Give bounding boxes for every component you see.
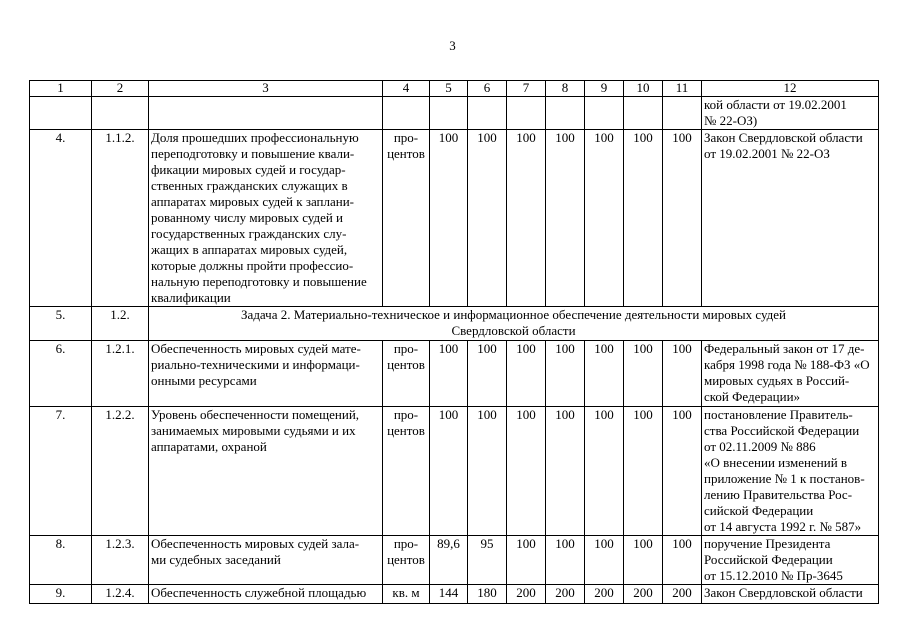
- header-cell-8: 8: [546, 81, 585, 97]
- source-document: кой области от 19.02.2001 № 22-ОЗ): [702, 97, 879, 130]
- row-code: 1.2.: [92, 307, 149, 341]
- header-cell-5: 5: [430, 81, 468, 97]
- value-cell: 100: [468, 130, 507, 307]
- value-cell: 200: [507, 585, 546, 604]
- value-cell: [546, 97, 585, 130]
- value-cell: 100: [624, 341, 663, 407]
- value-cell: 100: [663, 130, 702, 307]
- value-cell: 100: [585, 536, 624, 585]
- unit-cell: про- центов: [383, 341, 430, 407]
- value-cell: 200: [663, 585, 702, 604]
- value-cell: [430, 97, 468, 130]
- value-cell: 95: [468, 536, 507, 585]
- value-cell: 144: [430, 585, 468, 604]
- value-cell: 200: [546, 585, 585, 604]
- table-row: [30, 341, 879, 407]
- value-cell: 100: [546, 536, 585, 585]
- row-code: 1.1.2.: [92, 130, 149, 307]
- value-cell: 100: [663, 407, 702, 536]
- row-number: [30, 97, 92, 130]
- row-number: 9.: [30, 585, 92, 604]
- unit-cell: про- центов: [383, 407, 430, 536]
- row-code: [92, 97, 149, 130]
- value-cell: 100: [546, 407, 585, 536]
- table-row: [30, 130, 879, 307]
- value-cell: 200: [624, 585, 663, 604]
- header-cell-10: 10: [624, 81, 663, 97]
- indicator-name: Уровень обеспеченности помещений, занимаемых мировыми судьями и их аппаратами, охраной: [149, 407, 383, 536]
- header-cell-11: 11: [663, 81, 702, 97]
- value-cell: 100: [507, 130, 546, 307]
- value-cell: 100: [585, 130, 624, 307]
- value-cell: 100: [430, 130, 468, 307]
- header-cell-9: 9: [585, 81, 624, 97]
- value-cell: [585, 97, 624, 130]
- value-cell: 100: [468, 407, 507, 536]
- row-code: 1.2.3.: [92, 536, 149, 585]
- value-cell: [624, 97, 663, 130]
- table-row: [30, 407, 879, 536]
- value-cell: 100: [624, 130, 663, 307]
- header-cell-1: 1: [30, 81, 92, 97]
- value-cell: [468, 97, 507, 130]
- unit-cell: про- центов: [383, 130, 430, 307]
- value-cell: 100: [507, 407, 546, 536]
- table-header-row: [30, 81, 879, 97]
- source-document: Закон Свердловской области: [702, 585, 879, 604]
- value-cell: 100: [585, 407, 624, 536]
- value-cell: 100: [546, 130, 585, 307]
- row-number: 5.: [30, 307, 92, 341]
- page-number: 3: [449, 38, 456, 53]
- value-cell: 100: [663, 536, 702, 585]
- value-cell: 100: [624, 536, 663, 585]
- value-cell: 100: [507, 536, 546, 585]
- source-document: постановление Правитель- ства Российской Федерации от 02.11.2009 № 886 «О внесении изменений в приложение № 1 к постанов- лению Правительства Рос- сийской Федерации от 14 августа 1992 г. № 587»: [702, 407, 879, 536]
- row-code: 1.2.1.: [92, 341, 149, 407]
- header-cell-7: 7: [507, 81, 546, 97]
- value-cell: [663, 97, 702, 130]
- indicator-name: Обеспеченность служебной площадью: [149, 585, 383, 604]
- unit-cell: [383, 97, 430, 130]
- task-row: [30, 307, 879, 341]
- value-cell: [507, 97, 546, 130]
- value-cell: 100: [546, 341, 585, 407]
- value-cell: 200: [585, 585, 624, 604]
- header-cell-2: 2: [92, 81, 149, 97]
- source-document: Закон Свердловской области от 19.02.2001 № 22-ОЗ: [702, 130, 879, 307]
- unit-cell: кв. м: [383, 585, 430, 604]
- value-cell: 100: [507, 341, 546, 407]
- table-row: [30, 585, 879, 604]
- value-cell: 100: [430, 407, 468, 536]
- row-number: 8.: [30, 536, 92, 585]
- indicator-name: Обеспеченность мировых судей зала- ми судебных заседаний: [149, 536, 383, 585]
- row-code: 1.2.4.: [92, 585, 149, 604]
- header-cell-4: 4: [383, 81, 430, 97]
- row-number: 7.: [30, 407, 92, 536]
- unit-cell: про- центов: [383, 536, 430, 585]
- indicator-name: Обеспеченность мировых судей мате- риально-техническими и информаци- онными ресурсами: [149, 341, 383, 407]
- value-cell: 100: [468, 341, 507, 407]
- value-cell: 180: [468, 585, 507, 604]
- source-document: Федеральный закон от 17 де- кабря 1998 года № 188-ФЗ «О мировых судьях в Россий- ской Федерации»: [702, 341, 879, 407]
- value-cell: 100: [585, 341, 624, 407]
- task-title: Задача 2. Материально-техническое и информационное обеспечение деятельности мировых судей Свердловской области: [149, 307, 879, 341]
- header-cell-3: 3: [149, 81, 383, 97]
- header-cell-6: 6: [468, 81, 507, 97]
- row-number: 6.: [30, 341, 92, 407]
- indicators-table: [29, 80, 879, 604]
- indicator-name: Доля прошедших профессиональную переподготовку и повышение квали- фикации мировых судей и государ- ственных гражданских служащих в аппаратах мировых судей к заплани- рованному числу мировых судей и государственных гражданских слу- жащих в аппаратах мировых судей, которые должны пройти профессио- нальную переподготовку и повышение квалификации: [149, 130, 383, 307]
- value-cell: 89,6: [430, 536, 468, 585]
- value-cell: 100: [663, 341, 702, 407]
- value-cell: 100: [430, 341, 468, 407]
- table-row: [30, 97, 879, 130]
- table-row: [30, 536, 879, 585]
- row-code: 1.2.2.: [92, 407, 149, 536]
- header-cell-12: 12: [702, 81, 879, 97]
- indicator-name: [149, 97, 383, 130]
- value-cell: 100: [624, 407, 663, 536]
- source-document: поручение Президента Российской Федерации от 15.12.2010 № Пр-3645: [702, 536, 879, 585]
- row-number: 4.: [30, 130, 92, 307]
